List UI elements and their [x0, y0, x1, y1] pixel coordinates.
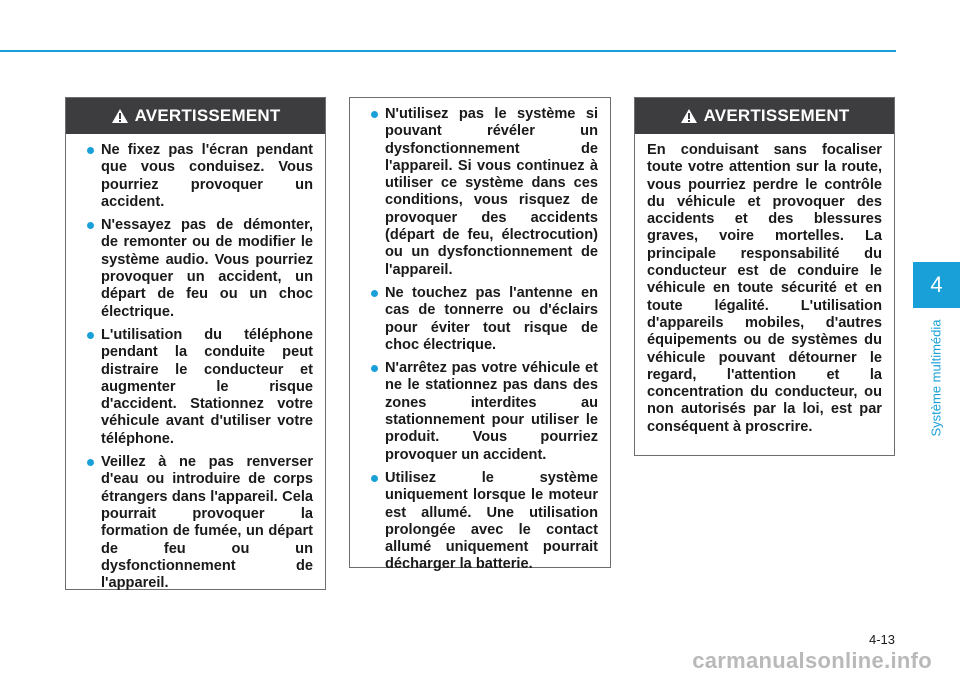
- list-item: N'essayez pas de démonter, de remonter ou de modifier le système audio. Vous pourriez provoquer un accident, un départ de feu ou un choc électrique.: [86, 217, 313, 321]
- header-rule: [0, 50, 896, 52]
- chapter-number: 4: [930, 272, 943, 297]
- list-item: L'utilisation du téléphone pendant la conduite peut distraire le conducteur et augmenter le risque d'accident. Stationnez votre véhicule avant d'utiliser votre téléphone.: [86, 327, 313, 448]
- warning-triangle-icon: [111, 108, 129, 124]
- list-item: Veillez à ne pas renverser d'eau ou introduire de corps étrangers dans l'appareil. Cela pourrait provoquer la formation de fumée, un départ de feu ou un dysfonctionnement de l'appareil.: [86, 454, 313, 592]
- warning-paragraph: En conduisant sans focaliser toute votre attention sur la route, vous pourriez perdre le contrôle du véhicule et provoquer des accidents et des blessures graves, voire mortelles. La principale responsabilité du conducteur est de conduire le véhicule en toute sécurité et en toute légalité. L'utilisation d'appareils mobiles, d'autres équipements ou de systèmes du véhicule pouvant détourner le regard, l'attention et la concentration du conducteur, ou non autorisés par la loi, est par conséquent à proscrire.: [647, 142, 882, 435]
- warning-title: AVERTISSEMENT: [703, 106, 850, 125]
- warning-header: [635, 98, 894, 134]
- warning-box-left: [65, 97, 326, 590]
- list-item: Utilisez le système uniquement lorsque le moteur est allumé. Une utilisation prolongée avec le contact allumé uniquement pourrait décharger la batterie.: [370, 470, 598, 574]
- page-number: 4-13: [868, 632, 895, 647]
- watermark: carmanualsonline.info: [692, 648, 932, 673]
- warning-box-middle: [349, 97, 611, 573]
- list-item: N'arrêtez pas votre véhicule et ne le stationnez pas dans des zones interdites au stationnement pour utiliser le produit. Vous pourriez provoquer un accident.: [370, 360, 598, 464]
- list-item: Ne fixez pas l'écran pendant que vous conduisez. Vous pourriez provoquer un accident.: [86, 142, 313, 211]
- list-item: N'utilisez pas le système si pouvant révéler un dysfonctionnement de l'appareil. Si vous continuez à utiliser ce système dans ces conditions, vous risquez de provoquer des accidents (départ de feu, électrocution) ou un dysfonctionnement de l'appareil.: [370, 106, 598, 279]
- warning-list-continued: [370, 106, 598, 574]
- warning-list: [86, 142, 313, 592]
- warning-triangle-icon: [680, 108, 698, 124]
- warning-title: AVERTISSEMENT: [134, 106, 281, 125]
- chapter-tab: [913, 262, 960, 308]
- warning-header: [66, 98, 325, 134]
- list-item: Ne touchez pas l'antenne en cas de tonnerre ou d'éclairs pour éviter tout risque de choc électrique.: [370, 285, 598, 354]
- warning-box-right: [634, 97, 895, 456]
- chapter-title: Système multimédia: [928, 319, 944, 437]
